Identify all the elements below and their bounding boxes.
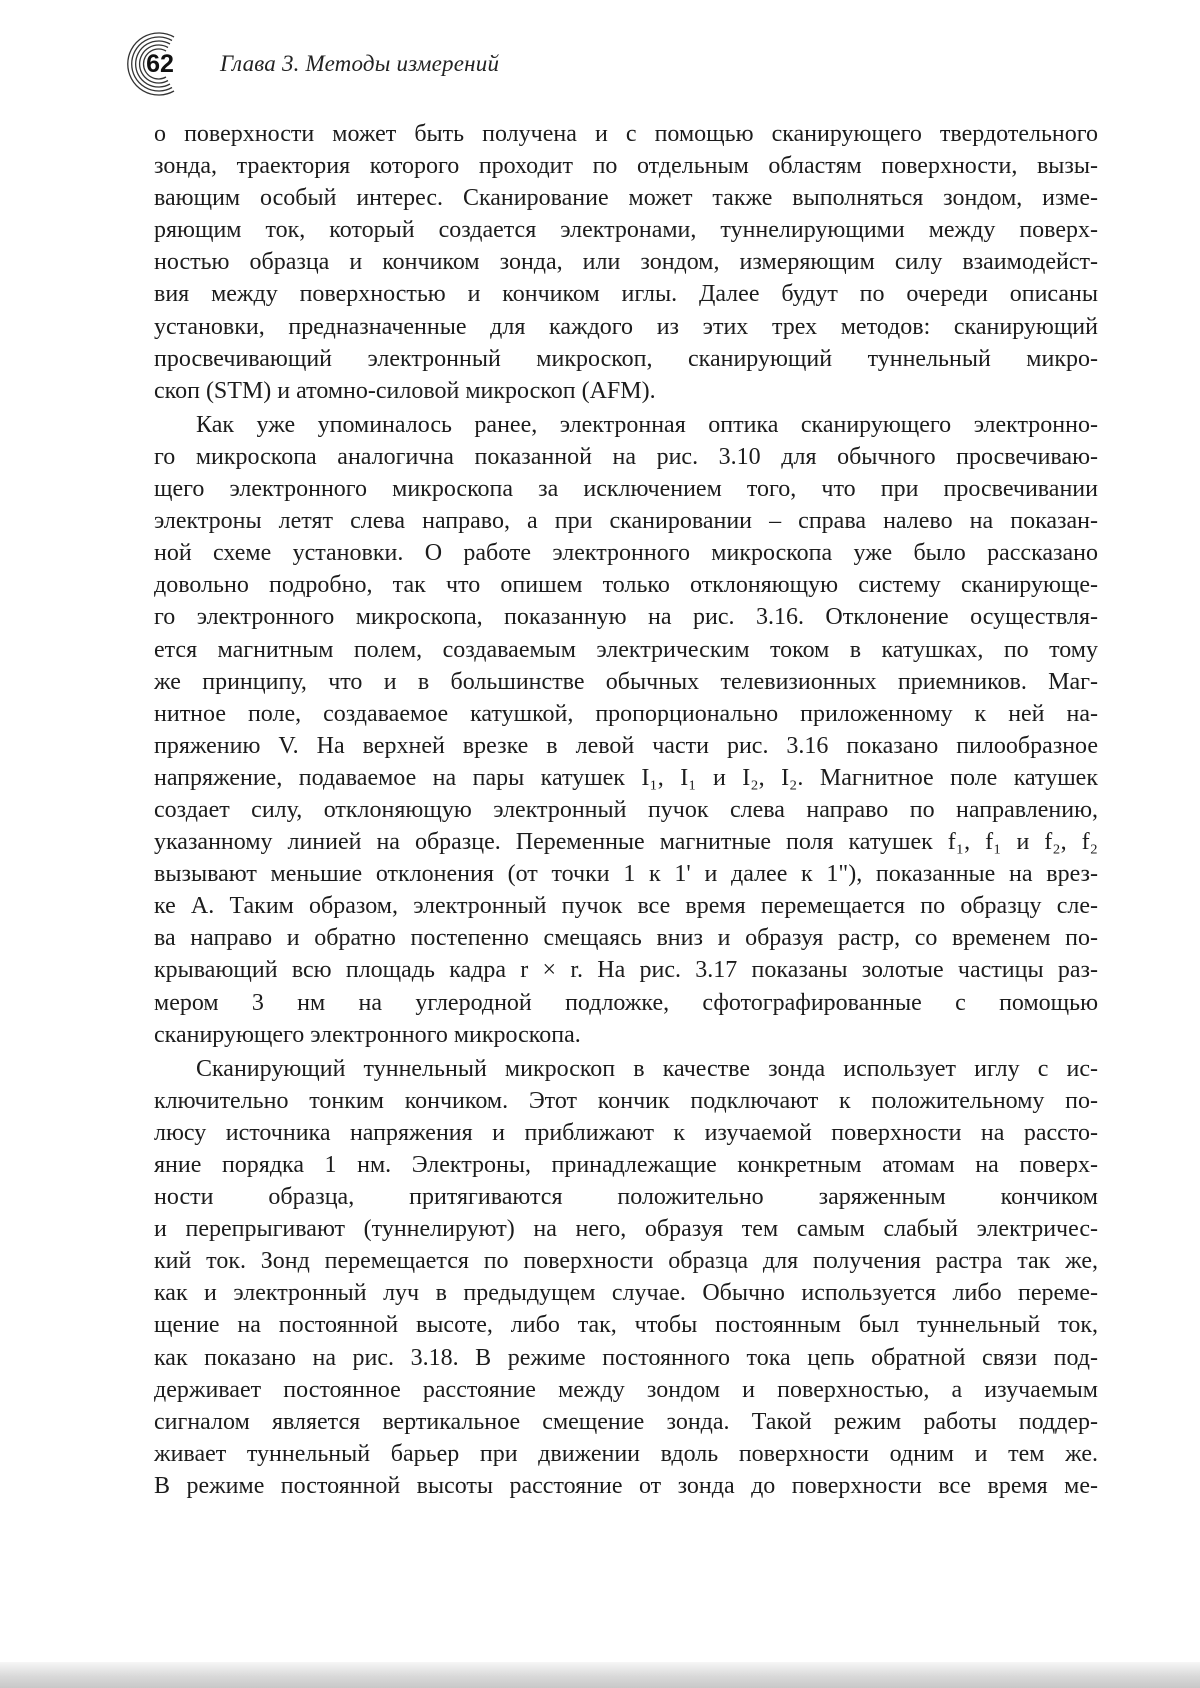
text-line: ключительно тонким кончиком. Этот кончик подключают к положительному по- (154, 1087, 1098, 1114)
text-line: просвечивающий электронный микроскоп, сканирующий туннельный микро- (154, 345, 1098, 372)
page-number: 62 (146, 50, 174, 78)
text-line: ной схеме установки. О работе электронного микроскопа уже было рассказано (154, 540, 1098, 567)
text-line: вызывают меньшие отклонения (от точки 1 к 1' и далее к 1"), показанные на врез- (154, 861, 1098, 888)
page-header (118, 36, 499, 92)
text-line: как показано на рис. 3.18. В режиме постоянного тока цепь обратной связи под- (154, 1344, 1098, 1371)
text-line: создает силу, отклоняющую электронный пучок слева направо по направлению, (154, 796, 1098, 823)
text-line: В режиме постоянной высоты расстояние от зонда до поверхности все время ме- (154, 1472, 1098, 1499)
paragraph-2 (154, 409, 1098, 1051)
scan-edge (0, 1662, 1200, 1688)
text-line: Как уже упоминалось ранее, электронная оптика сканирующего электронно- (196, 411, 1098, 438)
text-line: щение на постоянной высоте, либо так, чтобы постоянным был туннельный ток, (154, 1312, 1098, 1339)
text-line: как и электронный луч в предыдущем случае. Обычно используется либо переме- (154, 1280, 1098, 1307)
text-line: ва направо и обратно постепенно смещаясь вниз и образуя растр, со временем по- (154, 925, 1098, 952)
text-line: ряющим ток, который создается электронами, туннелирующими между поверх- (154, 217, 1098, 244)
text-line: крывающий всю площадь кадра r × r. На рис. 3.17 показаны золотые частицы раз- (154, 957, 1098, 984)
text-line: яние порядка 1 нм. Электроны, принадлежащие конкретным атомам на поверх- (154, 1152, 1098, 1178)
text-line: вающим особый интерес. Сканирование может также выполняться зондом, изме- (154, 185, 1098, 212)
text-line: живает туннельный барьер при движении вдоль поверхности одним и тем же. (154, 1440, 1098, 1467)
text-line: Сканирующий туннельный микроскоп в качестве зонда использует иглу с ис- (196, 1055, 1098, 1082)
text-line: держивает постоянное расстояние между зондом и поверхностью, а изучаемым (154, 1376, 1098, 1403)
text-line: сканирующего электронного микроскопа. (154, 1021, 581, 1048)
body-text (154, 118, 1098, 1502)
text-line: ется магнитным полем, создаваемым электрическим током в катушках, по тому (154, 636, 1098, 663)
paragraph-1 (154, 118, 1098, 407)
text-line: зонда, траектория которого проходит по отдельным областям поверхности, вызы- (154, 153, 1098, 180)
text-line: электроны летят слева направо, а при сканировании – справа налево на показан- (154, 508, 1098, 535)
text-line: кий ток. Зонд перемещается по поверхности образца для получения растра так же, (154, 1248, 1098, 1275)
text-line: го микроскопа аналогична показанной на рис. 3.10 для обычного просвечиваю- (154, 443, 1098, 470)
text-line: ности образца, притягиваются положительно заряженным кончиком (154, 1184, 1098, 1211)
text-line: пряжению V. На верхней врезке в левой части рис. 3.16 показано пилообразное (154, 732, 1098, 759)
text-line: ностью образца и кончиком зонда, или зондом, измеряющим силу взаимодейст- (154, 249, 1098, 276)
text-line: ке A. Таким образом, электронный пучок все время перемещается по образцу сле- (154, 893, 1098, 920)
text-line: мером 3 нм на углеродной подложке, сфотографированные с помощью (154, 989, 1098, 1016)
text-line: вия между поверхностью и кончиком иглы. Далее будут по очереди описаны (154, 281, 1098, 308)
text-line: о поверхности может быть получена и с помощью сканирующего твердотельного (154, 121, 1098, 147)
text-line: напряжение, подаваемое на пары катушек I₁, I₁ и I₂, I₂. Магнитное поле катушек (154, 764, 1098, 791)
text-line: и перепрыгивают (туннелируют) на него, образуя тем самым слабый электричес- (154, 1216, 1098, 1243)
paragraph-3 (154, 1053, 1098, 1502)
text-line: нитное поле, создаваемое катушкой, пропорционально приложенному к ней на- (154, 700, 1098, 727)
text-line: же принципу, что и в большинстве обычных телевизионных приемников. Маг- (154, 668, 1098, 695)
text-line: сигналом является вертикальное смещение зонда. Такой режим работы поддер- (154, 1408, 1098, 1435)
text-line: щего электронного микроскопа за исключением того, что при просвечивании (154, 476, 1098, 503)
running-head: Глава 3. Методы измерений (220, 51, 500, 76)
text-line: указанному линией на образце. Переменные магнитные поля катушек f₁, f₁ и f₂, f₂ (154, 829, 1098, 856)
page-number-badge (118, 29, 188, 99)
text-line: установки, предназначенные для каждого из этих трех методов: сканирующий (154, 313, 1098, 340)
text-line: люсу источника напряжения и приближают к изучаемой поверхности на рассто- (154, 1119, 1098, 1146)
text-line: го электронного микроскопа, показанную на рис. 3.16. Отклонение осуществля- (154, 604, 1098, 631)
text-line: скоп (STM) и атомно-силовой микроскоп (AFM). (154, 377, 656, 404)
text-line: довольно подробно, так что опишем только отклоняющую систему сканирующе- (154, 572, 1098, 599)
